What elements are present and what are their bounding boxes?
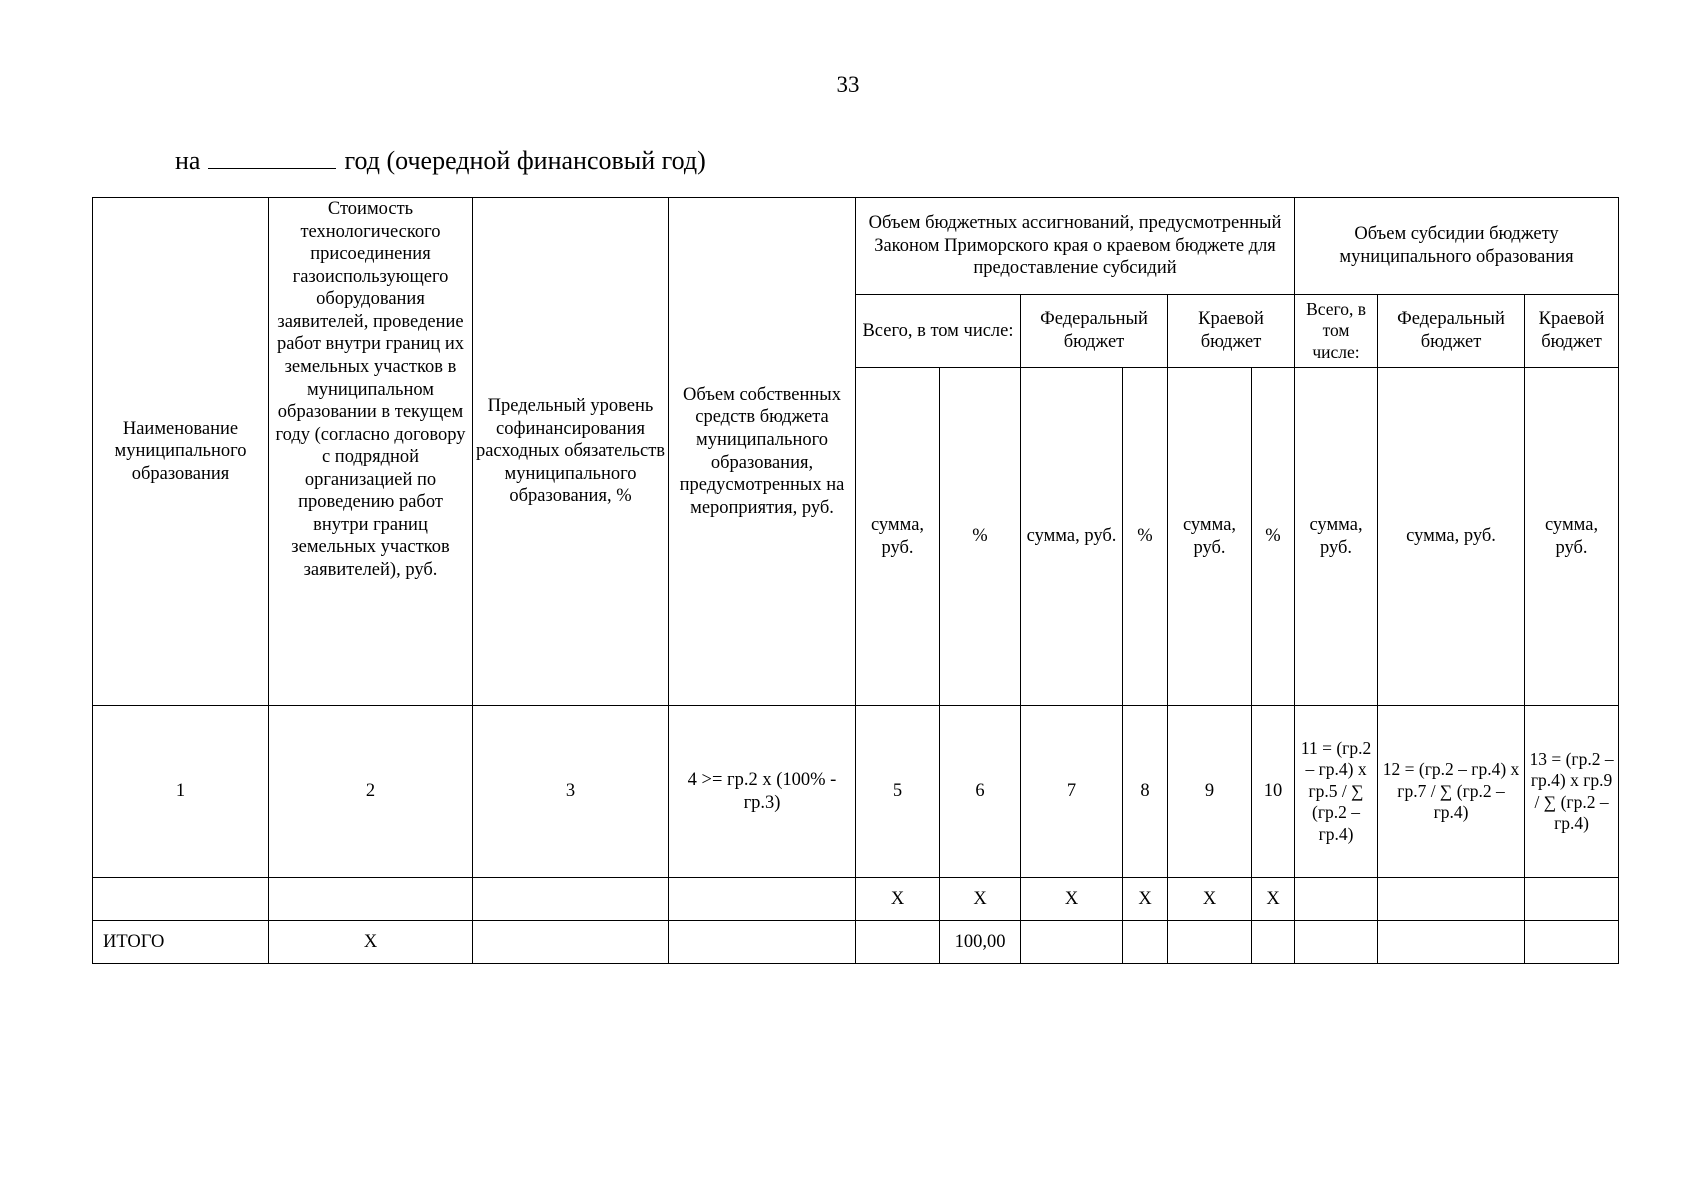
- document-title: [175, 146, 706, 176]
- header-percent-6: %: [940, 368, 1021, 706]
- table-cell: [1525, 878, 1619, 921]
- table-cell: Х: [856, 878, 940, 921]
- column-number-formula: 11 = (гр.2 – гр.4) х гр.5 / ∑ (гр.2 – гр.4): [1295, 706, 1378, 878]
- header-municipality-name: Наименование муниципального образования: [93, 198, 269, 706]
- total-percent: 100,00: [940, 921, 1021, 964]
- header-subsidy-federal: Федеральный бюджет: [1378, 295, 1525, 368]
- column-numbering-row: [93, 706, 1619, 878]
- column-number: 7: [1021, 706, 1123, 878]
- table-cell: [93, 878, 269, 921]
- header-connection-cost: Стоимость технологического присоединения газоиспользующего оборудования заявителей, проведение работ внутри границ их земельных участков в муниципальном образовании в текущем году (согласно договору с подрядной организацией по проведению работ внутри границ земельных участков заявителей), руб.: [269, 198, 473, 706]
- table-cell: Х: [1168, 878, 1252, 921]
- table-cell: [473, 878, 669, 921]
- table-cell: Х: [1123, 878, 1168, 921]
- table-cell: [1021, 921, 1123, 964]
- table-cell: [1168, 921, 1252, 964]
- table-cell: [669, 921, 856, 964]
- table-cell: [1378, 921, 1525, 964]
- header-sum-9: сумма, руб.: [1168, 368, 1252, 706]
- column-number: 8: [1123, 706, 1168, 878]
- table-cell: [473, 921, 669, 964]
- column-number: 4 >= гр.2 х (100% - гр.3): [669, 706, 856, 878]
- header-row-1: [93, 198, 1619, 295]
- column-number: 1: [93, 706, 269, 878]
- title-prefix: на: [175, 146, 201, 175]
- header-sum-5: сумма, руб.: [856, 368, 940, 706]
- header-subsidy-regional: Краевой бюджет: [1525, 295, 1619, 368]
- column-number: 10: [1252, 706, 1295, 878]
- table-cell: Х: [940, 878, 1021, 921]
- header-percent-8: %: [1123, 368, 1168, 706]
- subsidy-distribution-table: [92, 197, 1619, 964]
- table-row: [93, 878, 1619, 921]
- table-cell: Х: [1021, 878, 1123, 921]
- header-subsidy-volume: Объем субсидии бюджету муниципального образования: [1295, 198, 1619, 295]
- column-number: 9: [1168, 706, 1252, 878]
- total-row: [93, 921, 1619, 964]
- header-sum-7: сумма, руб.: [1021, 368, 1123, 706]
- total-label: ИТОГО: [93, 921, 269, 964]
- column-number: 6: [940, 706, 1021, 878]
- column-number: 5: [856, 706, 940, 878]
- table-cell: [1295, 921, 1378, 964]
- header-budget-allocations: Объем бюджетных ассигнований, предусмотренный Законом Приморского края о краевом бюджете для предоставление субсидий: [856, 198, 1295, 295]
- table-cell: [669, 878, 856, 921]
- header-budget-regional: Краевой бюджет: [1168, 295, 1295, 368]
- table-cell: [1378, 878, 1525, 921]
- header-own-funds: Объем собственных средств бюджета муниципального образования, предусмотренных на мероприятия, руб.: [669, 198, 856, 706]
- table-cell: [1525, 921, 1619, 964]
- table-cell: [1123, 921, 1168, 964]
- header-sum-11: сумма, руб.: [1295, 368, 1378, 706]
- column-number: 3: [473, 706, 669, 878]
- table-cell: [1295, 878, 1378, 921]
- header-percent-10: %: [1252, 368, 1295, 706]
- table-cell: [856, 921, 940, 964]
- table-cell: Х: [1252, 878, 1295, 921]
- table-cell: [1252, 921, 1295, 964]
- header-budget-total: Всего, в том числе:: [856, 295, 1021, 368]
- column-number-formula: 12 = (гр.2 – гр.4) х гр.7 / ∑ (гр.2 – гр.4): [1378, 706, 1525, 878]
- header-budget-federal: Федеральный бюджет: [1021, 295, 1168, 368]
- page-number: 33: [836, 72, 860, 97]
- table-cell: [269, 878, 473, 921]
- table-cell: Х: [269, 921, 473, 964]
- column-number: 2: [269, 706, 473, 878]
- header-sum-12: сумма, руб.: [1378, 368, 1525, 706]
- column-number-formula: 13 = (гр.2 – гр.4) х гр.9 / ∑ (гр.2 – гр.4): [1525, 706, 1619, 878]
- title-suffix: год (очередной финансовый год): [344, 146, 706, 175]
- header-cofinancing-level: Предельный уровень софинансирования расходных обязательств муниципального образования, %: [473, 198, 669, 706]
- year-blank-line: [208, 146, 336, 169]
- header-sum-13: сумма, руб.: [1525, 368, 1619, 706]
- header-subsidy-total: Всего, в том числе:: [1295, 295, 1378, 368]
